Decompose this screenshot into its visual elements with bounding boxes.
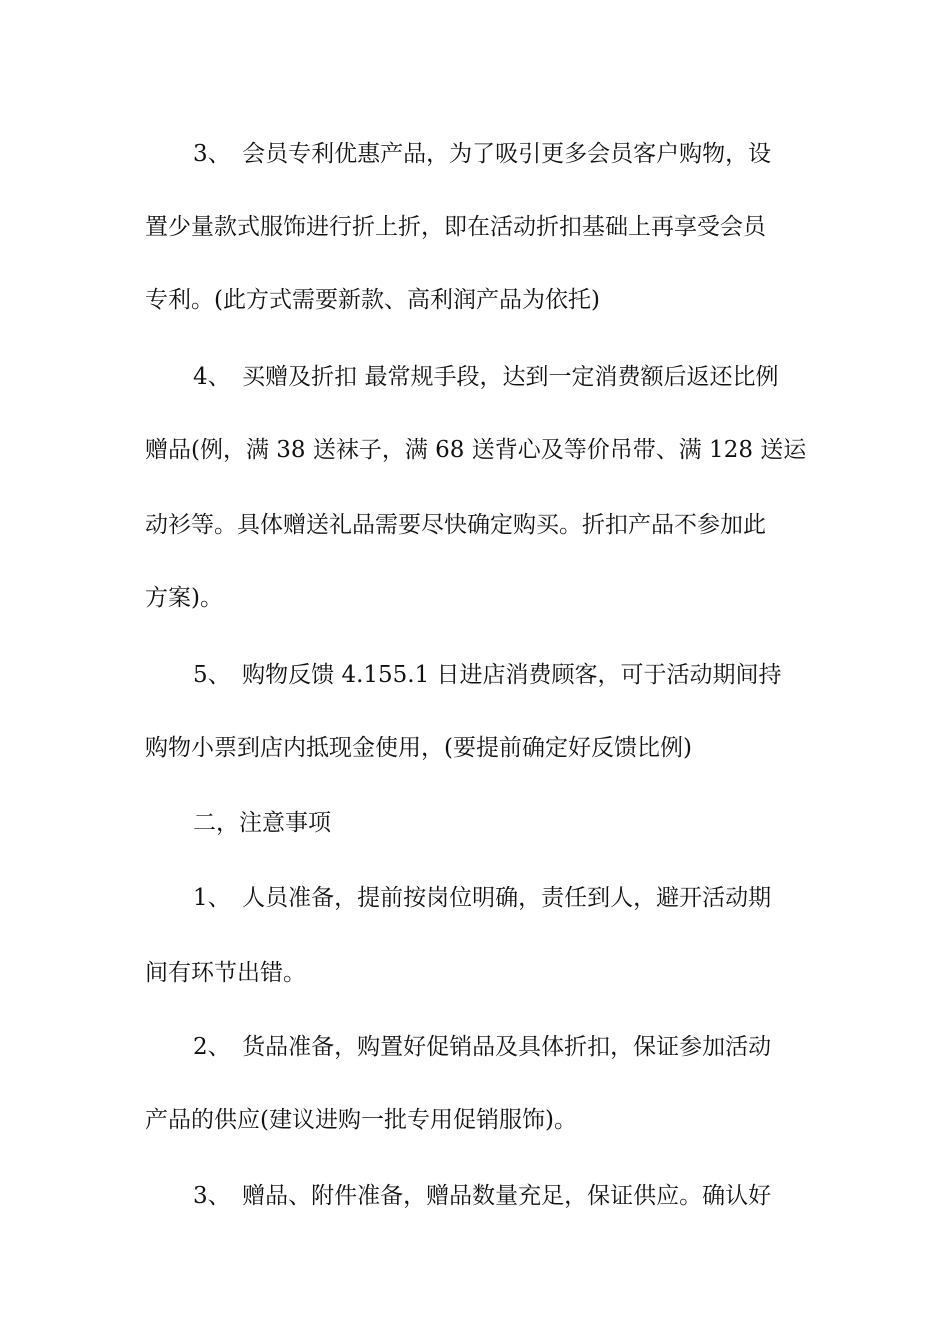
paragraph-3-line-3: 专利。(此方式需要新款、高利润产品为依托) <box>145 287 600 313</box>
paragraph-3-line-2: 置少量款式服饰进行折上折，即在活动折扣基础上再享受会员 <box>145 214 766 240</box>
paragraph-3-line-1: 3、 会员专利优惠产品，为了吸引更多会员客户购物，设 <box>193 141 772 167</box>
paragraph-5-line-2: 购物小票到店内抵现金使用，(要提前确定好反馈比例) <box>145 735 692 761</box>
paragraph-4-line-4: 方案)。 <box>145 585 223 611</box>
paragraph-5-line-1: 5、 购物反馈 4.155.1 日进店消费顾客，可于活动期间持 <box>193 662 782 688</box>
item-3-line-1: 3、 赠品、附件准备，赠品数量充足，保证供应。确认好 <box>193 1183 772 1209</box>
item-1-line-2: 间有环节出错。 <box>145 960 306 986</box>
paragraph-4-line-2: 赠品(例，满 38 送袜子，满 68 送背心及等价吊带、满 128 送运 <box>145 437 807 463</box>
paragraph-4-line-3: 动衫等。具体赠送礼品需要尽快确定购买。折扣产品不参加此 <box>145 512 766 538</box>
item-2-line-1: 2、 货品准备，购置好促销品及具体折扣，保证参加活动 <box>193 1034 772 1060</box>
section-heading: 二，注意事项 <box>193 810 331 836</box>
item-2-line-2: 产品的供应(建议进购一批专用促销服饰)。 <box>145 1107 577 1133</box>
item-1-line-1: 1、 人员准备，提前按岗位明确，责任到人，避开活动期 <box>193 885 772 911</box>
paragraph-4-line-1: 4、 买赠及折扣 最常规手段，达到一定消费额后返还比例 <box>193 364 779 390</box>
